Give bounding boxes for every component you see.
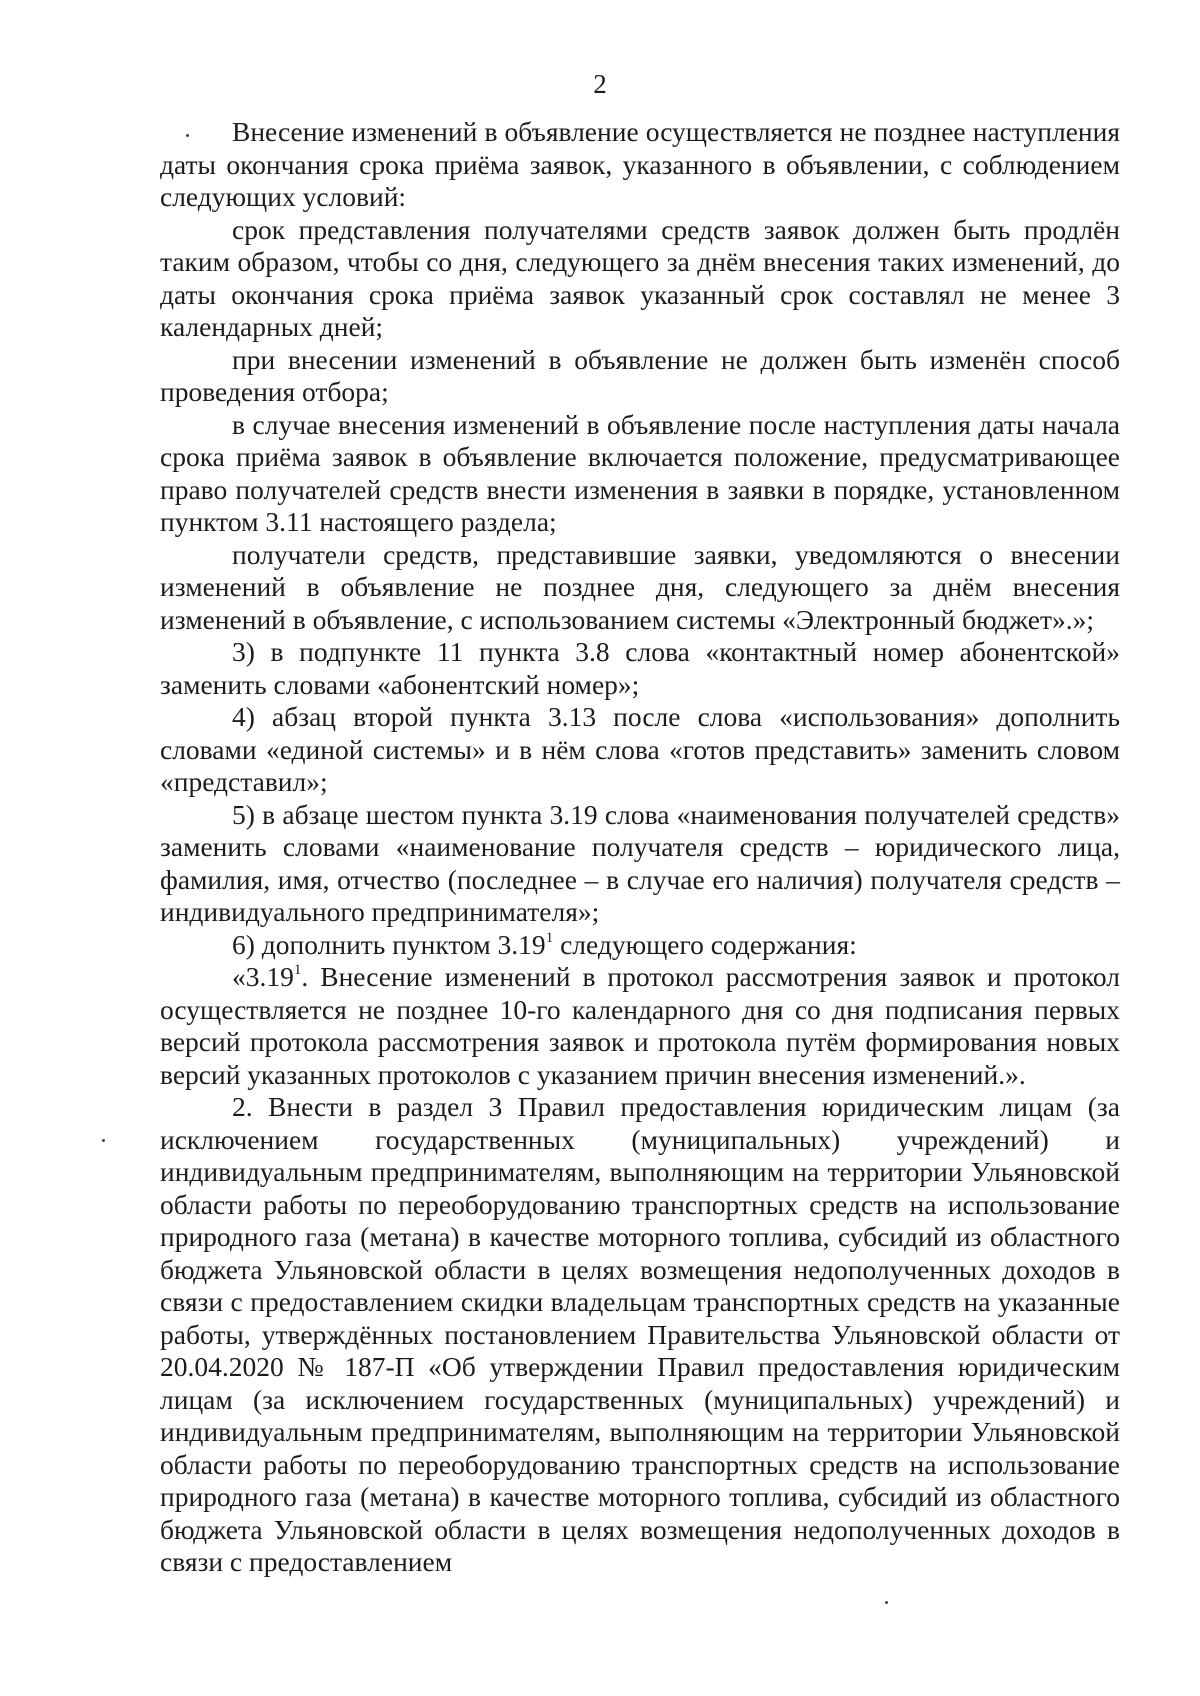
paragraph-selection-method: при внесении изменений в объявление не должен быть изменён способ проведения отбора; — [160, 343, 1120, 407]
item-6-text-before: 6) дополнить пунктом 3.19 — [232, 928, 546, 960]
paragraph-item-4: 4) абзац второй пункта 3.13 после слова «использования» дополнить словами «единой системы» и в нём слова «готов представить» заменить словом «представил»; — [160, 701, 1120, 797]
paragraph-item-3: 3) в подпункте 11 пункта 3.8 слова «контактный номер абонентской» заменить словами «абонентский номер»; — [160, 636, 1120, 700]
paragraph-amendment-intro: Внесение изменений в объявление осуществляется не позднее наступления даты окончания срока приёма заявок, указанного в объявлении, с соблюдением следующих условий: — [160, 116, 1120, 212]
paragraph-item-6 — [160, 929, 1120, 962]
paragraph-item-5: 5) в абзаце шестом пункта 3.19 слова «наименования получателей средств» заменить словами «наименование получателя средств – юридического лица, фамилия, имя, отчество (последнее – в случае его наличия) получателя средств – индивидуального предпринимателя»; — [160, 798, 1120, 927]
item-6-superscript: 1 — [545, 929, 554, 946]
paragraph-notification: получатели средств, представившие заявки, уведомляются о внесении изменений в объявление не позднее дня, следующего за днём внесения изменений в объявление, с использованием системы «Электронный бюджет».»; — [160, 538, 1120, 635]
page-number: 2 — [593, 69, 607, 99]
document-body — [160, 116, 1120, 1579]
clause-superscript: 1 — [293, 962, 302, 978]
item-6-text-after: следующего содержания: — [553, 928, 857, 960]
clause-text-after: . Внесение изменений в протокол рассмотрения заявок и протокол осуществляется не позднее 10-го календарного дня со дня подписания первых версий протокола рассмотрения заявок и протокола путём формирования новых версий указанных протоколов с указанием причин внесения изменений.». — [160, 961, 1120, 1090]
scan-speck — [885, 1601, 888, 1604]
paragraph-new-clause-3-19-1 — [160, 961, 1120, 1091]
paragraph-section-2: 2. Внести в раздел 3 Правил предоставления юридическим лицам (за исключением государственных (муниципальных) учреждений) и индивидуальным предпринимателям, выполняющим на территории Ульяновской области работы по переоборудованию транспортных средств на использование природного газа (метана) в качестве моторного топлива, субсидий из областного бюджета Ульяновской области в целях возмещения недополученных доходов в связи с предоставлением скидки владельцам транспортных средств на указанные работы, утверждённых постановлением Правительства Ульяновской области от 20.04.2020 № 187-П «Об утверждении Правил предоставления юридическим лицам (за исключением государственных (муниципальных) учреждений) и индивидуальным предпринимателям, выполняющим на территории Ульяновской области работы по переоборудованию транспортных средств на использование природного газа (метана) в качестве моторного топлива, субсидий из областного бюджета Ульяновской области в целях возмещения недополученных доходов в связи с предоставлением — [160, 1091, 1120, 1577]
scan-speck — [186, 134, 189, 137]
paragraph-deadline-extension: срок представления получателями средств заявок должен быть продлён таким образом, чтобы со дня, следующего за днём внесения таких изменений, до даты окончания срока приёма заявок указанный срок составлял не менее 3 календарных дней; — [160, 213, 1120, 342]
clause-text-before: «3.19 — [232, 961, 294, 992]
scan-speck — [102, 1139, 105, 1142]
paragraph-application-changes: в случае внесения изменений в объявление после наступления даты начала срока приёма заявок в объявление включается положение, предусматривающее право получателей средств внести изменения в заявки в порядке, установленном пунктом 3.11 настоящего раздела; — [160, 408, 1120, 537]
